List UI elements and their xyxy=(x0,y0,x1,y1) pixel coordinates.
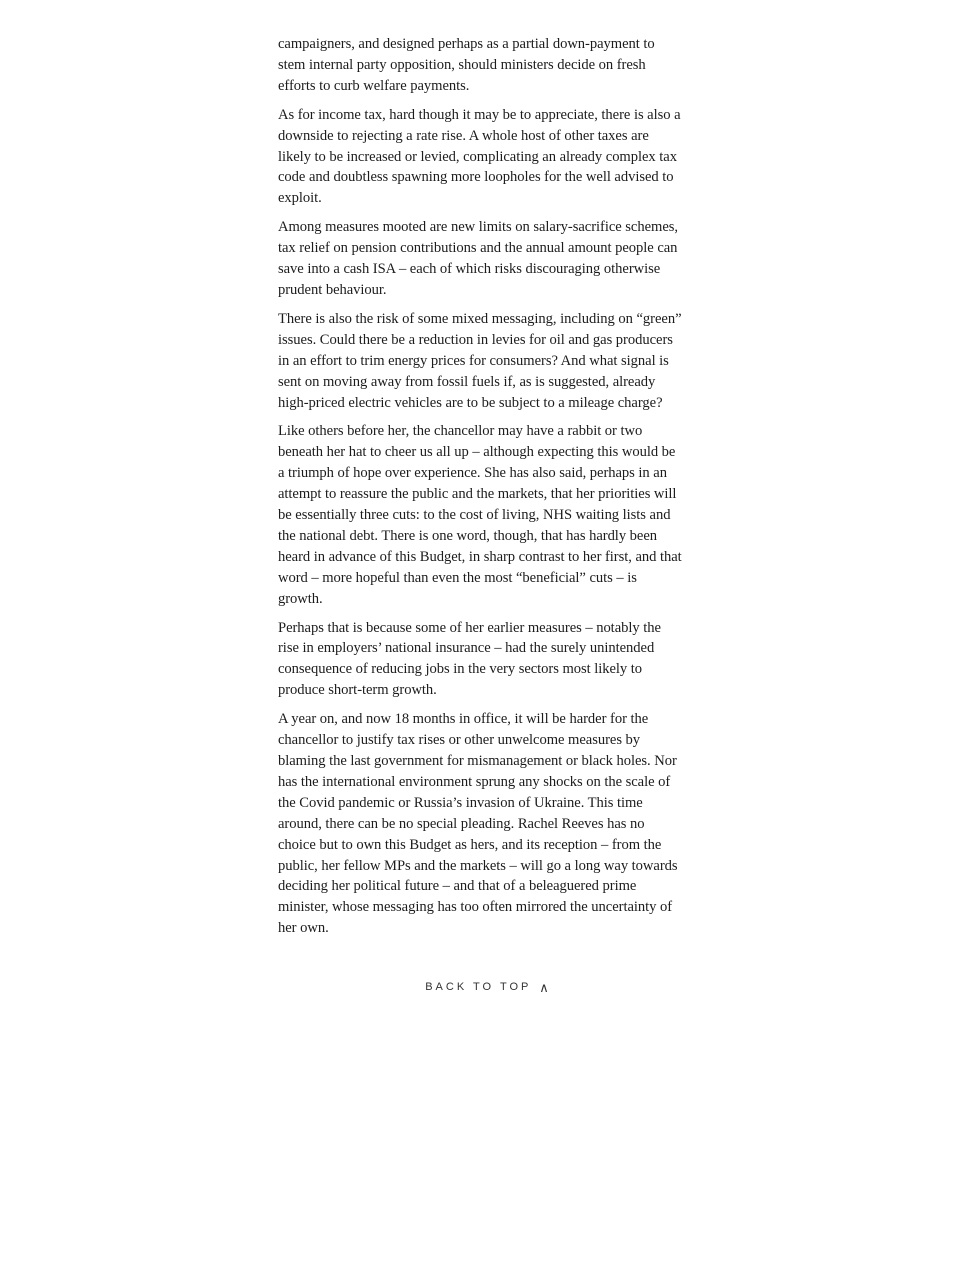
article-paragraph: A year on, and now 18 months in office, it will be harder for the chancellor to justify tax rises or other unwelcome measures by blaming the last government for mismanagement or black holes. Nor has the international environment sprung any shocks on the scale of the Covid pandemic or Russia’s invasion of Ukraine. This time around, there can be no special pleading. Rachel Reeves has no choice but to own this Budget as hers, and its reception – from the public, her fellow MPs and the markets – will go a long way towards deciding her political future – and that of a beleaguered prime minister, whose messaging has too often mirrored the uncertainty of her own. xyxy=(278,711,678,937)
article-paragraph: As for income tax, hard though it may be to appreciate, there is also a downside to rejecting a rate rise. A whole host of other taxes are likely to be increased or levied, complicating an already complex tax code and doubtless spawning more loopholes for the well advised to exploit. xyxy=(278,106,681,207)
article-paragraph: Like others before her, the chancellor may have a rabbit or two beneath her hat to cheer us all up – although expecting this would be a triumph of hope over experience. She has also said, perhaps in an attempt to reassure the public and the markets, that her priorities will be essentially three cuts: to the cost of living, NHS waiting lists and the national debt. There is one word, though, that has hardly been heard in advance of this Budget, in sharp contrast to her first, and that word – more hopeful than even the most “beneficial” cuts – is growth. xyxy=(278,423,682,607)
caret-up-icon: ∧ xyxy=(539,980,549,995)
article-body xyxy=(278,34,684,947)
article-paragraph: There is also the risk of some mixed messaging, including on “green” issues. Could there be a reduction in levies for oil and gas producers in an effort to trim energy prices for consumers? And what signal is sent on moving away from fossil fuels if, as is suggested, already high-priced electric vehicles are to be subject to a mileage charge? xyxy=(278,310,682,411)
article-paragraph: campaigners, and designed perhaps as a partial down-payment to stem internal party opposition, should ministers decide on fresh efforts to curb welfare payments. xyxy=(278,36,655,94)
back-to-top-link[interactable] xyxy=(0,978,960,994)
back-to-top-label: BACK TO TOP xyxy=(425,981,532,993)
article-paragraph: Perhaps that is because some of her earlier measures – notably the rise in employers’ national insurance – had the surely unintended consequence of reducing jobs in the very sectors most likely to produce short-term growth. xyxy=(278,619,661,699)
article-paragraph: Among measures mooted are new limits on salary-sacrifice schemes, tax relief on pension contributions and the annual amount people can save into a cash ISA – each of which risks discouraging otherwise prudent behaviour. xyxy=(278,219,678,298)
